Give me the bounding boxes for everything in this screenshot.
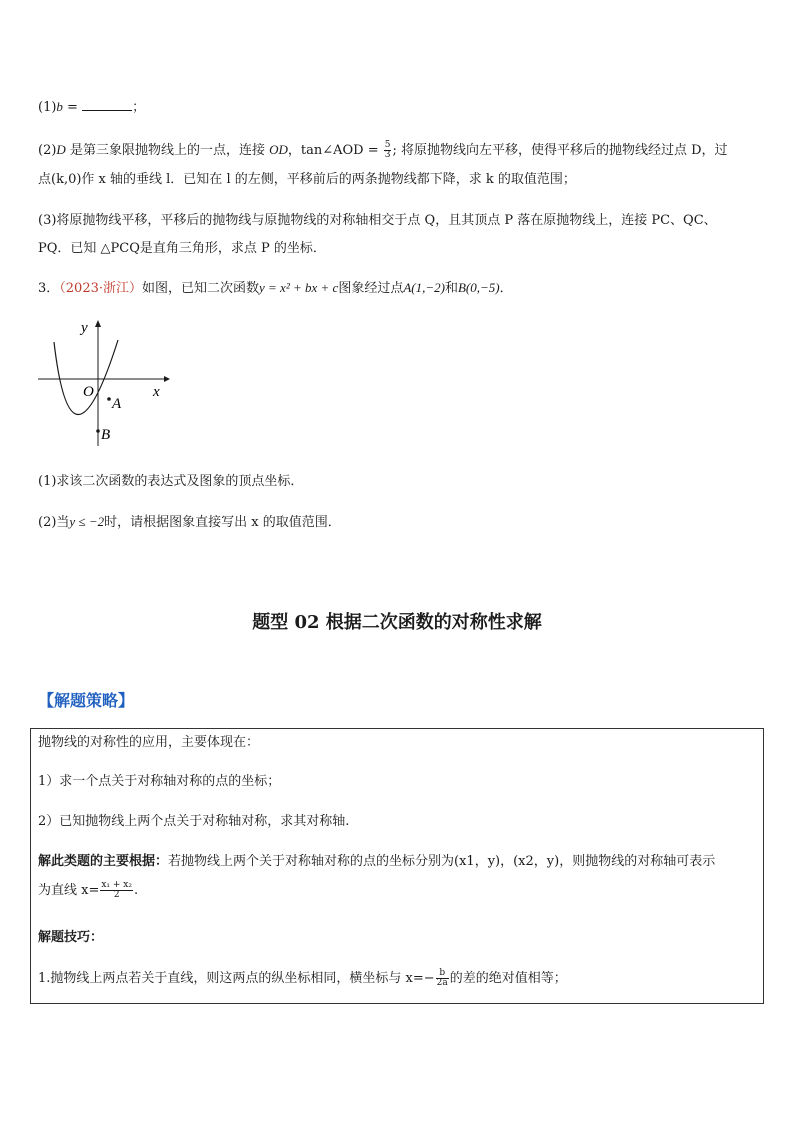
problem-3-question-1: (1)求该二次函数的表达式及图象的顶点坐标． <box>38 474 304 489</box>
point-a-label: A <box>112 396 122 412</box>
question-2-line-1: (2)D 是第三象限抛物线上的一点，连接 OD，tan∠AOD = $\frac{5}{3}$ ; 将原抛物线向左平移，使得平移后的抛物线经过点 D，过 <box>38 140 728 160</box>
fraction-x1-x2-over-2: $\frac{\text{x₁ + x₂}}{2}$ <box>101 880 132 900</box>
section-title: 题型 02 根据二次函数的对称性求解 <box>252 612 542 633</box>
fraction-5-3: $\frac{5}{3}$ <box>384 140 391 160</box>
parabola-curve <box>54 340 118 415</box>
question-3-line-1: (3)将原抛物线平移，平移后的抛物线与原抛物线的对称轴相交于点 Q，且其顶点 P 落在原抛物线上，连接 PC、QC、 <box>38 213 717 228</box>
x-axis-label: x <box>153 384 160 400</box>
problem-3-statement: 3．（2023·浙江）如图，已知二次函数y = x² + bx + c图象经过点A(1,−2)和B(0,−5)． <box>38 280 513 296</box>
point-b-dot <box>96 429 100 433</box>
y-axis-label: y <box>81 320 88 336</box>
point-a-dot <box>107 397 111 401</box>
question-3-line-2: PQ．已知 △PCQ是直角三角形，求点 P 的坐标． <box>38 241 326 256</box>
x-axis-arrow <box>164 376 170 382</box>
box-line-2: 1）求一个点关于对称轴对称的点的坐标； <box>38 774 281 789</box>
box-line-4: 解此类题的主要根据：若抛物线上两个关于对称轴对称的点的坐标分别为(x1，y)，(x2，y)，则抛物线的对称轴可表示 <box>38 854 716 869</box>
problem-3-question-2: (2)当y ≤ −2时，请根据图象直接写出 x 的取值范围． <box>38 514 341 530</box>
fraction-b-over-2a: $\frac{b}{2a}$ <box>436 968 448 988</box>
point-b-label: B <box>101 427 111 443</box>
answer-blank <box>82 98 132 111</box>
origin-label: O <box>83 384 94 400</box>
box-line-7: 1.抛物线上两点若关于直线，则这两点的纵坐标相同，横坐标与 x=− $\frac{b}{2a}$ 的差的绝对值相等； <box>38 968 567 988</box>
parabola-graph <box>34 318 174 450</box>
problem-source: （2023·浙江） <box>59 281 142 296</box>
box-line-5: 为直线 x= $\frac{\text{x₁ + x₂}}{2}$ . <box>38 880 139 900</box>
box-line-6: 解题技巧： <box>38 930 104 945</box>
box-line-1: 抛物线的对称性的应用，主要体现在： <box>38 735 260 750</box>
strategy-box <box>30 728 764 1004</box>
box-line-3: 2）已知抛物线上两个点关于对称轴对称，求其对称轴. <box>38 814 350 829</box>
y-axis-arrow <box>95 320 101 327</box>
strategy-label: 【解题策略】 <box>38 691 135 710</box>
question-2-line-2: 点(k,0)作 x 轴的垂线 l．已知在 l 的左侧，平移前后的两条抛物线都下降，求 k 的取值范围； <box>38 172 576 187</box>
question-1-line: (1)b = ； <box>38 99 146 115</box>
